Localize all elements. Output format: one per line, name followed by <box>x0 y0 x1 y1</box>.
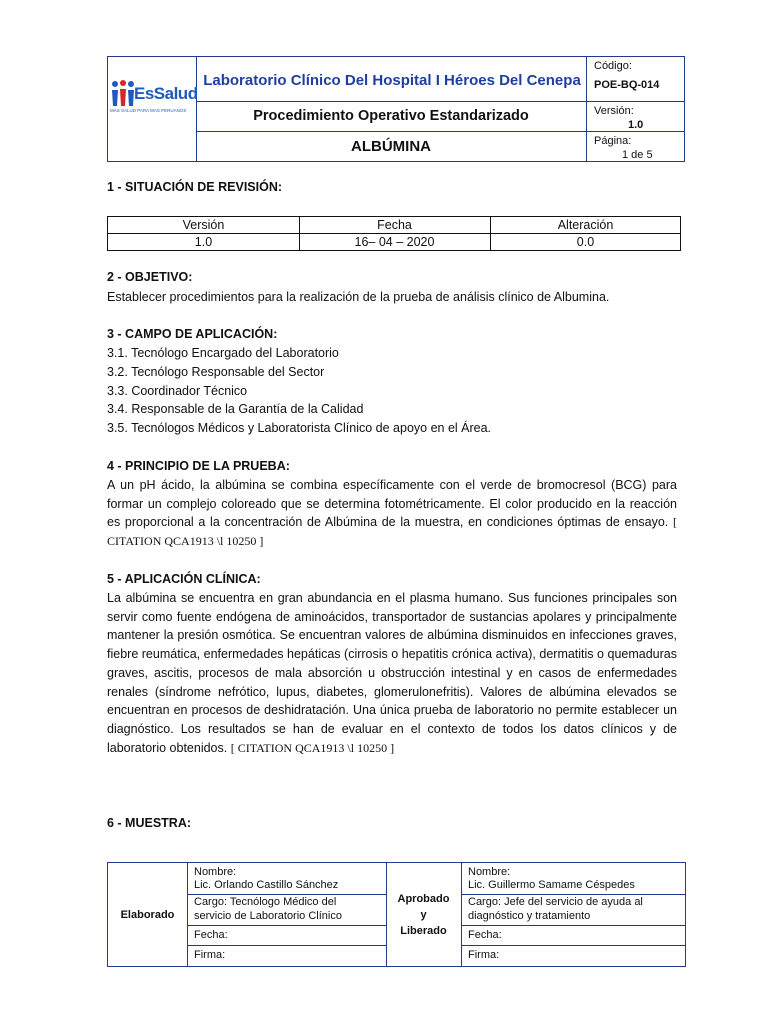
code-value: POE-BQ-014 <box>594 79 660 91</box>
col-header-version: Versión <box>182 218 225 232</box>
header-divider <box>586 57 587 161</box>
logo-text: EsSalud <box>134 84 198 103</box>
right-nombre-value: Lic. Guillermo Samame Céspedes <box>468 879 635 891</box>
section-1-heading: 1 - SITUACIÓN DE REVISIÓN: <box>107 180 283 194</box>
code-label: Código: <box>594 60 632 72</box>
table-divider <box>187 863 188 966</box>
right-cargo-line: diagnóstico y tratamiento <box>468 910 591 922</box>
logo-tagline: MAS SALUD PARA MAS PERUANOS <box>110 108 187 113</box>
left-nombre-value: Lic. Orlando Castillo Sánchez <box>194 879 339 891</box>
elaborado-label: Elaborado <box>120 908 175 921</box>
version-value: 1.0 <box>628 119 644 131</box>
essalud-logo <box>110 76 198 116</box>
clinical-citation: [ CITATION QCA1913 \l 10250 ] <box>230 740 395 755</box>
family-icon <box>110 80 136 108</box>
principle-text: A un pH ácido, la albúmina se combina específicamente con el verde de bromocresol (BCG) para formar un complejo coloreado que se determina fotométricamente. El color producido en la reacción es proporcional a la concentración de Albúmina de la muestra, en condiciones óptimas de ensayo. <box>107 478 677 530</box>
aprobado-word: Liberado <box>400 925 447 937</box>
table-divider <box>461 945 685 946</box>
aprobado-word: y <box>420 909 427 921</box>
scope-item: 3.2. Tecnólogo Responsable del Sector <box>107 365 325 379</box>
table-divider <box>461 925 685 926</box>
table-divider <box>461 894 685 895</box>
cell-version: 1.0 <box>194 235 213 249</box>
revision-table <box>107 216 681 251</box>
cell-change: 0.0 <box>576 235 595 249</box>
section-4-heading: 4 - PRINCIPIO DE LA PRUEBA: <box>107 459 290 473</box>
scope-item: 3.1. Tecnólogo Encargado del Laboratorio <box>107 346 339 360</box>
clinical-text: La albúmina se encuentra en gran abundancia en el plasma humano. Sus funciones principales son servir como fuente endógena de aminoácidos, transportador de sustancias apolares y principalmente mantener la presión osmótica. Se encuentran valores de albúmina disminuidos en infecciones graves, fiebre reumática, enfermedades hepáticas (cirrosis o hepatitis crónica activa), dermatitis o quemaduras graves, ascitis, procesos de mala absorción u obstrucción intestinal y en casos de enfermedades renales (síndrome nefrótico, lupus, diabetes, glomerulonefritis). Valores de albúmina elevados se encuentran en procesos de deshidratación. Una única prueba de laboratorio no permite establecer un diagnóstico. Los resultados se han de evaluar en el contexto de todos los datos clínicos y de laboratorio obtenidos. <box>107 591 677 755</box>
lab-title: Laboratorio Clínico Del Hospital I Héroes Del Cenepa <box>203 71 581 89</box>
version-label: Versión: <box>594 105 634 117</box>
scope-item: 3.3. Coordinador Técnico <box>107 384 248 398</box>
principle-paragraph <box>107 476 677 551</box>
procedure-title: Procedimiento Operativo Estandarizado <box>253 108 529 124</box>
section-6-heading: 6 - MUESTRA: <box>107 816 192 830</box>
left-nombre-label: Nombre: <box>194 866 237 878</box>
approval-table <box>107 862 686 967</box>
objective-text: Establecer procedimientos para la realización de la prueba de análisis clínico de Albumina. <box>107 290 610 304</box>
col-header-change: Alteración <box>557 218 614 232</box>
table-divider <box>187 925 386 926</box>
clinical-paragraph <box>107 589 677 757</box>
aprobado-word: Aprobado <box>397 893 450 905</box>
table-divider <box>108 233 680 234</box>
table-divider <box>187 945 386 946</box>
page-label: Página: <box>594 135 632 147</box>
left-cargo-line: Cargo: Tecnólogo Médico del <box>194 896 337 908</box>
page-value: 1 de 5 <box>622 149 653 161</box>
right-cargo-line: Cargo: Jefe del servicio de ayuda al <box>468 896 643 908</box>
table-divider <box>187 894 386 895</box>
table-divider <box>461 863 462 966</box>
left-firma-label: Firma: <box>194 949 226 961</box>
right-firma-label: Firma: <box>468 949 500 961</box>
section-2-heading: 2 - OBJETIVO: <box>107 270 193 284</box>
scope-item: 3.4. Responsable de la Garantía de la Calidad <box>107 402 364 416</box>
section-3-heading: 3 - CAMPO DE APLICACIÓN: <box>107 327 278 341</box>
scope-item: 3.5. Tecnólogos Médicos y Laboratorista Clínico de apoyo en el Área. <box>107 421 492 435</box>
right-fecha-label: Fecha: <box>468 929 502 941</box>
aprobado-label <box>386 891 461 939</box>
section-5-heading: 5 - APLICACIÓN CLÍNICA: <box>107 572 261 586</box>
principle-citation: [ CITATION QCA1913 \l 10250 ] <box>107 515 677 549</box>
left-fecha-label: Fecha: <box>194 929 228 941</box>
cell-date: 16– 04 – 2020 <box>354 235 435 249</box>
right-nombre-label: Nombre: <box>468 866 511 878</box>
col-header-date: Fecha <box>377 218 412 232</box>
subject-title: ALBÚMINA <box>351 137 431 155</box>
left-cargo-line: servicio de Laboratorio Clínico <box>194 910 342 922</box>
